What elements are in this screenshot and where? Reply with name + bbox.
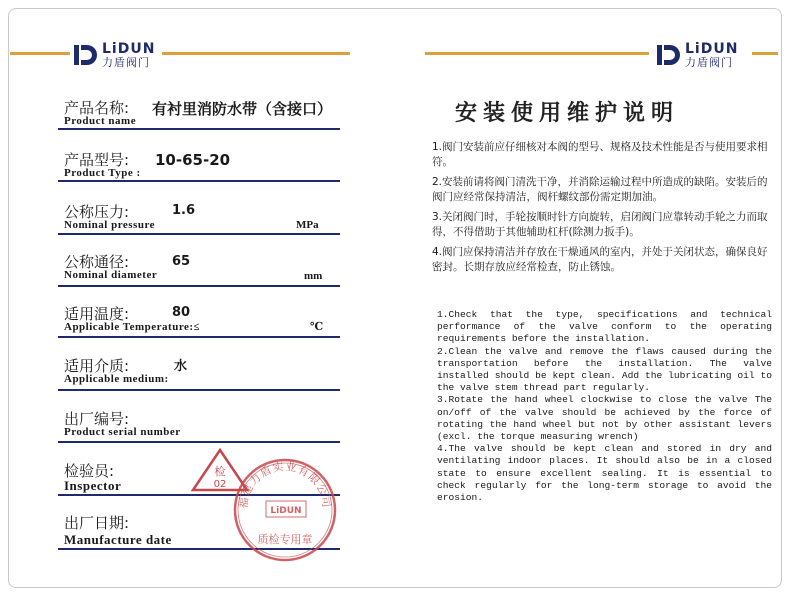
field-label-en: Product Type : — [64, 167, 141, 179]
brand-name-en: LiDUN — [102, 41, 156, 57]
instructions-title: 安装使用维护说明 — [455, 100, 680, 126]
instruction-en-item: 3.Rotate the hand wheel clockwise to close the valve The on/off of the valve should be achieved by the force of rotating the hand wheel but not by other assistant levers (excl. the torque measuring wrench) — [437, 394, 772, 443]
field-label-cn: 适用介质: — [64, 357, 130, 375]
inspector-stamp-text: 检 — [214, 465, 226, 478]
field-label-cn: 适用温度: — [64, 305, 130, 323]
field-nominal-diameter — [64, 251, 340, 281]
field-label-cn: 产品名称: — [64, 99, 130, 117]
field-rule — [58, 336, 340, 338]
field-rule — [58, 389, 340, 391]
instruction-cn-item: 4.阀门应保持清洁并存放在干燥通风的室内，并处于关闭状态，确保良好密封。长期存放应经常检查，防止锈蚀。 — [432, 246, 768, 273]
field-label-en: Product name — [64, 115, 137, 127]
inspector-stamp-number: 02 — [213, 479, 227, 490]
seal-ring-text: 福建力盾实业有限公司 — [236, 459, 334, 510]
field-rule — [58, 285, 340, 287]
field-label-cn: 产品型号: — [64, 151, 130, 169]
field-label-cn: 公称压力: — [64, 203, 130, 221]
instructions-en — [437, 309, 772, 504]
instructions-cn — [432, 140, 768, 280]
field-label-en: Nominal diameter — [64, 269, 158, 281]
field-unit: ℃ — [310, 321, 324, 333]
field-label-en: Product serial number — [64, 426, 181, 438]
field-rule — [58, 128, 340, 130]
field-label-en: Applicable Temperature:≤ — [64, 321, 201, 333]
field-applicable-temperature — [64, 303, 340, 333]
instruction-cn-item: 1.阀门安装前应仔细核对本阀的型号、规格及技术性能是否与使用要求相符。 — [432, 141, 768, 168]
seal-bottom-text: 质检专用章 — [257, 533, 313, 546]
field-rule — [58, 233, 340, 235]
field-serial-number — [64, 408, 340, 438]
brand-logo — [72, 42, 155, 68]
field-value: 有衬里消防水带（含接口） — [152, 100, 333, 118]
field-value: 水 — [174, 359, 188, 374]
field-rule — [58, 441, 340, 443]
lidun-logo-icon — [72, 42, 98, 68]
field-label-en: Applicable medium: — [64, 373, 169, 385]
field-value: 10-65-20 — [155, 151, 231, 169]
brand-name-cn: 力盾阀门 — [102, 56, 150, 69]
field-unit: mm — [304, 270, 323, 282]
brand-name-cn: 力盾阀门 — [685, 56, 733, 69]
instruction-en-item: 4.The valve should be kept clean and stored in dry and ventilating indoor places. It should also be in a closed state to ensure excellent sealing. It is essential to check regularly for the long-term storage to avoid the erosion. — [437, 443, 772, 504]
gold-rule — [162, 52, 350, 55]
field-applicable-medium — [64, 355, 340, 385]
field-label-en: Nominal pressure — [64, 219, 156, 231]
gold-rule — [752, 52, 778, 55]
field-value: 80 — [172, 305, 191, 320]
brand-logo — [655, 42, 738, 68]
instruction-cn-item: 3.关闭阀门时，手轮按顺时针方向旋转，启闭阀门应靠转动手轮之力而取得，不得借助于其他辅助杠杆(除测力扳手)。 — [432, 211, 768, 238]
instruction-en-item: 1.Check that the type, specifications and technical performance of the valve conform to the operating requirements before the installation. — [437, 309, 772, 345]
brand-name-en: LiDUN — [685, 41, 739, 57]
lidun-logo-icon — [655, 42, 681, 68]
svg-text:福建力盾实业有限公司 — [237, 459, 334, 509]
instruction-en-item: 2.Clean the valve and remove the flaws caused during the transportation before the installation. The valve installed should be kept clean. Add the lubricating oil to the valve stem thread part regularly. — [437, 345, 772, 394]
field-label-en: Inspector — [64, 478, 122, 493]
field-value: 1.6 — [172, 203, 196, 218]
gold-rule — [10, 52, 70, 55]
seal-logo-text: LiDUN — [270, 506, 302, 516]
instruction-cn-item: 2.安装前请将阀门清洗干净，并消除运输过程中所造成的缺陷。安装后的阀门应经常保持清洁，阀杆螺纹部份需定期加油。 — [432, 176, 768, 203]
field-label-cn: 出厂日期: — [64, 514, 130, 532]
field-label-cn: 出厂编号: — [64, 410, 130, 428]
gold-rule — [425, 52, 649, 55]
field-unit: MPa — [296, 219, 319, 231]
field-label-en: Manufacture date — [64, 532, 172, 547]
field-value: 65 — [172, 254, 191, 269]
field-rule — [58, 180, 340, 182]
quality-seal — [232, 457, 338, 563]
field-label-cn: 公称通径: — [64, 253, 130, 271]
field-label-cn: 检验员: — [64, 462, 115, 480]
